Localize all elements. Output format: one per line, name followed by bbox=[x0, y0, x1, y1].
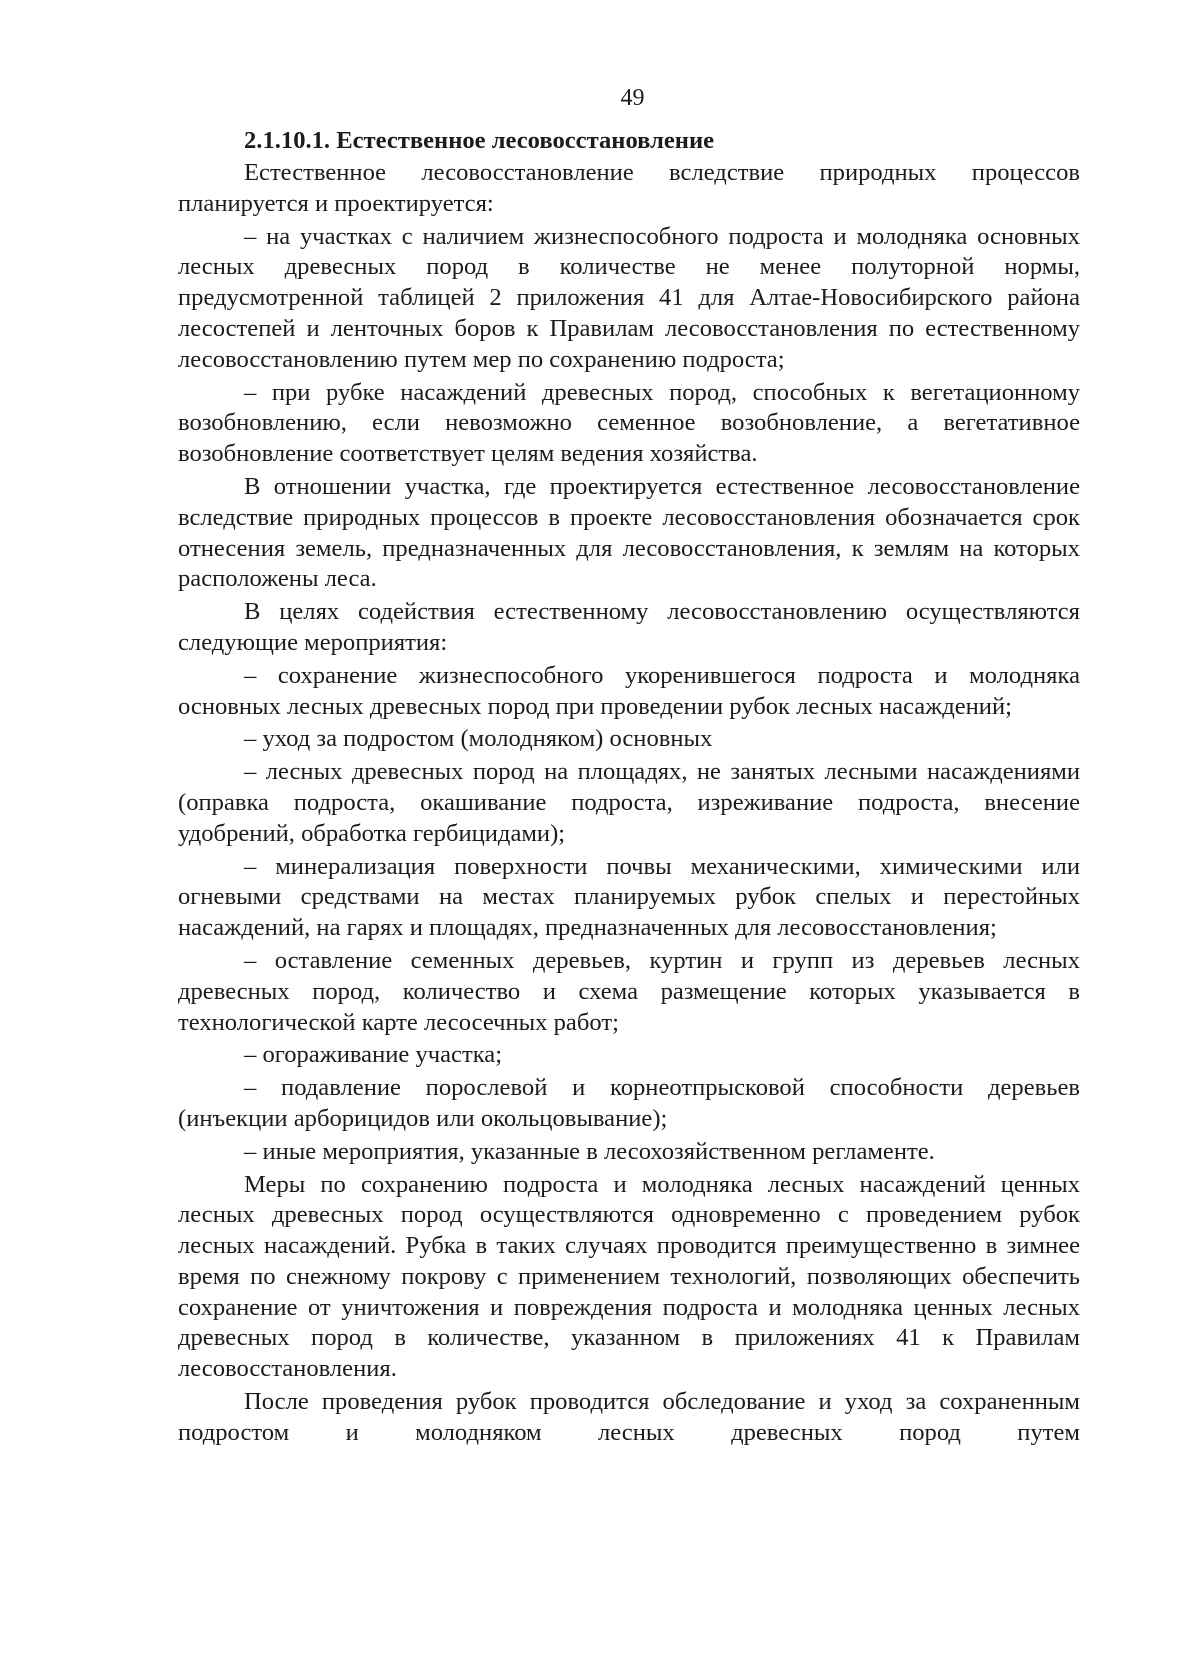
paragraph-land-term: В отношении участка, где проектируется естественное лесовосстановление вследствие природных процессов в проекте лесовосстановления обозначается срок отнесения земель, предназначенных для лесовосстановления, к землям на которых расположены леса. bbox=[178, 472, 1080, 593]
section-heading: 2.1.10.1. Естественное лесовосстановление bbox=[244, 127, 715, 154]
list-item-other-measures: – иные мероприятия, указанные в лесохозяйственном регламенте. bbox=[244, 1137, 935, 1165]
list-item-undergrowth-areas: – на участках с наличием жизнеспособного подроста и молодняка основных лесных древесных пород в количестве не менее полуторной нормы, предусмотренной таблицей 2 приложения 41 для Алтае-Новосибирского района лесостепей и ленточных боров к Правилам лесовосстановления по естественному лесовосстановлению путем мер по сохранению подроста; bbox=[178, 222, 1080, 373]
page-number: 49 bbox=[620, 85, 645, 111]
document-body bbox=[178, 125, 1080, 1451]
paragraph-measures-intro: В целях содействия естественному лесовосстановлению осуществляются следующие мероприятия: bbox=[178, 598, 1080, 656]
paragraph-after-felling: После проведения рубок проводится обследование и уход за сохраненным подростом и молодняком лесных древесных пород путем bbox=[178, 1388, 1080, 1446]
list-item-vegetative-renewal: – при рубке насаждений древесных пород, способных к вегетационному возобновлению, если невозможно семенное возобновление, а вегетативное возобновление соответствует целям ведения хозяйства. bbox=[178, 378, 1080, 468]
paragraph-intro: Естественное лесовосстановление вследствие природных процессов планируется и проектируется: bbox=[178, 159, 1080, 217]
list-item-preserve-undergrowth: – сохранение жизнеспособного укоренившегося подроста и молодняка основных лесных древесных пород при проведении рубок лесных насаждений; bbox=[178, 661, 1080, 720]
paragraph-preservation-measures: Меры по сохранению подроста и молодняка лесных насаждений ценных лесных древесных пород осуществляются одновременно с проведением рубок лесных насаждений. Рубка в таких случаях проводится преимущественно в зимнее время по снежному покрову с применением технологий, позволяющих обеспечить сохранение от уничтожения и повреждения подроста и молодняка ценных лесных древесных пород в количестве, указанном в приложениях 41 к Правилам лесовосстановления. bbox=[178, 1170, 1080, 1383]
list-item-unforested-areas: – лесных древесных пород на площадях, не занятых лесными насаждениями (оправка подроста, окашивание подроста, изреживание подроста, внесение удобрений, обработка гербицидами); bbox=[178, 758, 1080, 847]
list-item-undergrowth-care: – уход за подростом (молодняком) основных bbox=[244, 725, 713, 753]
list-item-soil-mineralization: – минерализация поверхности почвы механическими, химическими или огневыми средствами на местах планируемых рубок спелых и перестойных насаждений, на гарях и площадях, предназначенных для лесовосстановления; bbox=[178, 852, 1080, 942]
list-item-seed-trees: – оставление семенных деревьев, куртин и групп из деревьев лесных древесных пород, количество и схема размещение которых указывается в технологической карте лесосечных работ; bbox=[178, 946, 1080, 1036]
list-item-suppression: – подавление порослевой и корнеотпрысковой способности деревьев (инъекции арборицидов или окольцовывание); bbox=[178, 1074, 1080, 1132]
list-item-fencing: – огораживание участка; bbox=[244, 1041, 503, 1069]
